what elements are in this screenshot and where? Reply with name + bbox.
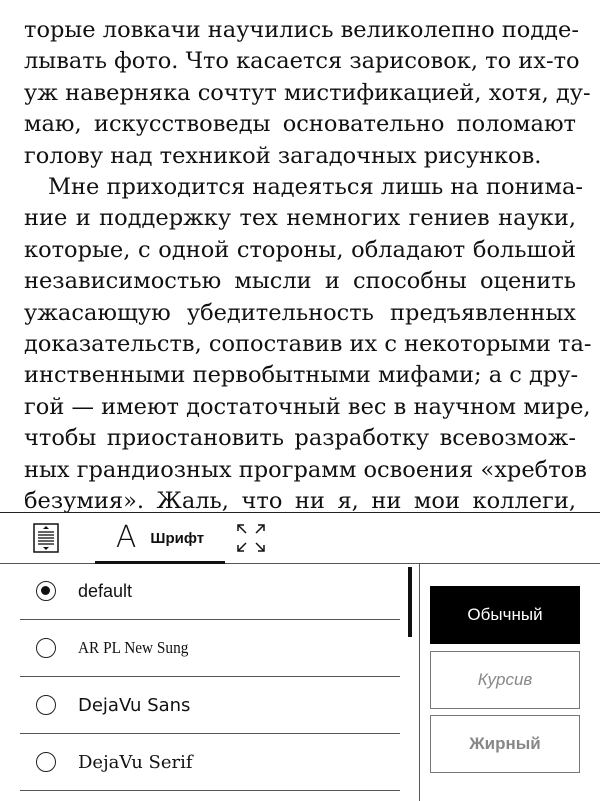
text-line: уж наверняка сочтут мистификацией, хотя, ду- [24, 79, 591, 106]
settings-tabs [0, 513, 600, 564]
text-line: ние и поддержку тех немногих гениев науки, [24, 205, 576, 232]
letter-a-icon: A [115, 520, 137, 555]
text-line: которые, с одной стороны, обладают большой [24, 236, 576, 263]
font-item-label: default [78, 580, 133, 601]
font-item-label: AR PL New Sung [78, 638, 189, 657]
text-line: ужасающую убедительность предъявленных [24, 299, 576, 326]
text-line: Мне приходится надеяться лишь на понима- [48, 174, 584, 200]
text-line: чтобы приостановить разработку всевозмож- [24, 425, 576, 452]
expand-icon [235, 522, 267, 554]
tab-fullscreen[interactable] [228, 513, 274, 563]
text-line: независимостью мысли и способны оценить [24, 268, 576, 295]
text-line: ных грандиозных программ освоения «хребтов [24, 456, 587, 483]
panel-divider [419, 563, 420, 801]
style-bold-button[interactable]: Жирный [430, 715, 580, 773]
text-line: торые ловкачи научились великолепно подде- [24, 17, 579, 43]
text-line: доказательств, сопоставив их с некоторыми та- [24, 331, 592, 357]
text-line: лывать фото. Что касается зарисовок, то их-то [24, 48, 580, 75]
font-item-default[interactable] [20, 563, 400, 620]
font-item-dejavu-sans[interactable] [20, 677, 400, 734]
style-regular-button[interactable]: Обычный [430, 586, 580, 644]
font-list-scrollbar[interactable] [408, 567, 412, 637]
tab-font-label: Шрифт [150, 529, 205, 547]
font-item-ar-pl-new-sung[interactable] [20, 620, 400, 677]
font-item-label: DejaVu Serif [78, 751, 193, 773]
font-list [20, 563, 400, 801]
text-line: маю, искусствоведы основательно поломают [24, 111, 576, 138]
text-line: безумия». Жаль, что ни я, ни мои коллеги, [24, 488, 576, 512]
text-line: гой — имеют достаточный вес в научном мире, [24, 393, 591, 420]
radio-icon[interactable] [36, 752, 56, 772]
radio-icon[interactable] [36, 695, 56, 715]
line-spacing-icon [33, 523, 59, 553]
font-item-label: DejaVu Sans [78, 694, 191, 716]
font-settings-panel [0, 512, 600, 801]
text-line: инственными первобытными мифами; а с дру- [24, 362, 579, 389]
radio-icon[interactable] [36, 638, 56, 658]
radio-selected-icon[interactable] [36, 581, 56, 601]
tab-font[interactable] [95, 513, 225, 563]
tab-layout[interactable] [22, 513, 70, 563]
style-italic-button[interactable]: Курсив [430, 651, 580, 709]
text-line: голову над техникой загадочных рисунков. [24, 142, 542, 169]
font-item-dejavu-serif[interactable] [20, 734, 400, 791]
